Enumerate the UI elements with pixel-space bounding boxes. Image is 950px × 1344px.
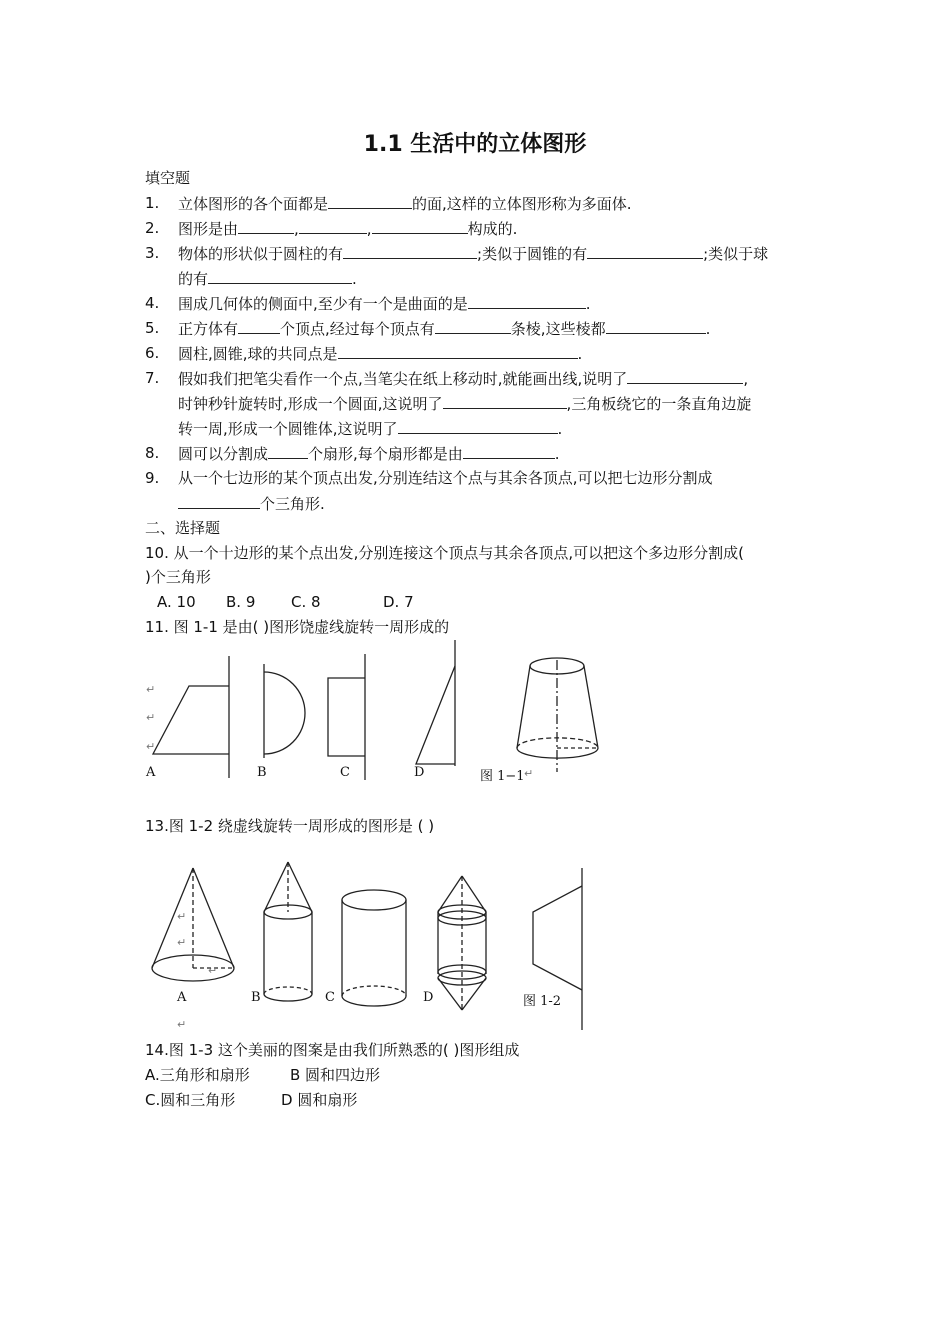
question-text: 正方体有 bbox=[178, 320, 239, 338]
figure-caption: 图 1−1 bbox=[480, 769, 525, 784]
section-fill-blank: 填空题 bbox=[145, 169, 191, 187]
question-3-cont bbox=[178, 268, 357, 289]
question-text: 的有 bbox=[178, 270, 209, 288]
answer-blank[interactable] bbox=[338, 343, 578, 359]
answer-blank[interactable] bbox=[178, 493, 260, 509]
page-title: 1.1 生活中的立体图形 bbox=[363, 132, 587, 157]
shape-a bbox=[153, 686, 229, 754]
figure-label-b: B bbox=[257, 765, 267, 780]
answer-blank[interactable] bbox=[587, 243, 703, 259]
return-mark: ↵ bbox=[177, 936, 187, 949]
return-mark: ↵ bbox=[177, 910, 187, 923]
option-b[interactable]: B. 9 bbox=[226, 593, 256, 611]
answer-blank[interactable] bbox=[238, 218, 294, 234]
option-c[interactable]: C. 8 bbox=[291, 593, 321, 611]
question-text: 时钟秒针旋转时,形成一个圆面,这说明了 bbox=[178, 395, 443, 413]
question-text: , bbox=[743, 370, 749, 388]
question-text: . bbox=[585, 295, 591, 313]
question-14: 14.图 1-3 这个美丽的图案是由我们所熟悉的( )图形组成 bbox=[145, 1041, 520, 1059]
shape-d bbox=[416, 666, 455, 764]
section-choice: 二、选择题 bbox=[145, 519, 221, 537]
answer-blank[interactable] bbox=[627, 368, 743, 384]
figure-label-b: B bbox=[251, 990, 261, 1005]
answer-blank[interactable] bbox=[398, 418, 558, 434]
answer-blank[interactable] bbox=[328, 193, 412, 209]
figure-label-a: A bbox=[177, 990, 187, 1005]
answer-blank[interactable] bbox=[299, 218, 367, 234]
return-mark: ↵ bbox=[146, 683, 156, 696]
answer-blank[interactable] bbox=[463, 443, 555, 459]
figure-label-c: C bbox=[340, 765, 350, 780]
question-13: 13.图 1-2 绕虚线旋转一周形成的图形是 ( ) bbox=[145, 817, 435, 835]
question-text: ,三角板绕它的一条直角边旋 bbox=[566, 395, 752, 413]
question-text: 个顶点,经过每个顶点有 bbox=[280, 320, 435, 338]
question-text: 圆可以分割成 bbox=[178, 445, 269, 463]
figure-label-c: C bbox=[325, 990, 335, 1005]
shape-b bbox=[264, 672, 305, 754]
question-number: 3. bbox=[145, 244, 160, 262]
return-mark: ↵ bbox=[146, 740, 156, 753]
answer-blank[interactable] bbox=[208, 268, 352, 284]
return-mark: ↵ bbox=[524, 767, 534, 780]
answer-blank[interactable] bbox=[435, 318, 511, 334]
answer-blank[interactable] bbox=[343, 243, 477, 259]
question-number: 1. bbox=[145, 194, 160, 212]
question-text: , bbox=[366, 220, 372, 238]
frustum-top bbox=[530, 658, 584, 674]
question-text: 围成几何体的侧面中,至少有一个是曲面的是 bbox=[178, 295, 468, 313]
return-mark: ↵ bbox=[208, 964, 218, 977]
question-text: . bbox=[577, 345, 583, 363]
answer-blank[interactable] bbox=[443, 393, 567, 409]
question-9-cont bbox=[178, 493, 325, 514]
question-text: 圆柱,圆锥,球的共同点是 bbox=[178, 345, 338, 363]
option-b[interactable]: B 圆和四边形 bbox=[290, 1066, 381, 1084]
question-text: 的面,这样的立体图形称为多面体. bbox=[412, 195, 632, 213]
question-number: 5. bbox=[145, 319, 160, 337]
question-text: 构成的. bbox=[467, 220, 518, 238]
question-text: . bbox=[554, 445, 560, 463]
question-text: 条棱,这些棱都 bbox=[510, 320, 606, 338]
figure-label-a: A bbox=[146, 765, 156, 780]
answer-blank[interactable] bbox=[468, 293, 586, 309]
question-7-cont2 bbox=[178, 418, 562, 439]
answer-blank[interactable] bbox=[372, 218, 468, 234]
option-d[interactable]: D. 7 bbox=[383, 593, 414, 611]
question-number: 8. bbox=[145, 444, 160, 462]
question-number: 2. bbox=[145, 219, 160, 237]
shape-c bbox=[328, 678, 365, 756]
question-text: . bbox=[352, 270, 357, 288]
question-text: 从一个七边形的某个顶点出发,分别连结这个点与其余各顶点,可以把七边形分割成 bbox=[178, 469, 713, 487]
question-number: 7. bbox=[145, 369, 160, 387]
question-text: 立体图形的各个面都是 bbox=[178, 195, 329, 213]
question-text: . bbox=[705, 320, 711, 338]
question-text: ;类似于圆锥的有 bbox=[477, 245, 588, 263]
question-number: 4. bbox=[145, 294, 160, 312]
answer-blank[interactable] bbox=[268, 443, 308, 459]
answer-blank[interactable] bbox=[606, 318, 706, 334]
question-text: . bbox=[557, 420, 563, 438]
question-text: 转一周,形成一个圆锥体,这说明了 bbox=[178, 420, 398, 438]
question-text: , bbox=[294, 220, 299, 238]
return-mark: ↵ bbox=[177, 1018, 187, 1031]
question-text: 物体的形状似于圆柱的有 bbox=[178, 245, 344, 263]
figure-label-d: D bbox=[423, 990, 434, 1005]
option-d[interactable]: D 圆和扇形 bbox=[281, 1091, 358, 1109]
question-number: 6. bbox=[145, 344, 160, 362]
option-a[interactable]: A.三角形和扇形 bbox=[145, 1066, 250, 1084]
option-a[interactable]: A. 10 bbox=[157, 593, 196, 611]
figure-caption: 图 1-2 bbox=[523, 994, 562, 1009]
question-text: 个三角形. bbox=[260, 495, 325, 513]
answer-blank[interactable] bbox=[238, 318, 280, 334]
return-mark: ↵ bbox=[146, 711, 156, 724]
question-10-cont: )个三角形 bbox=[145, 568, 211, 586]
question-text: 图形是由 bbox=[178, 220, 239, 238]
question-11: 11. 图 1-1 是由( )图形饶虚线旋转一周形成的 bbox=[145, 618, 450, 636]
question-10: 10. 从一个十边形的某个点出发,分别连接这个顶点与其余各顶点,可以把这个多边形分割成( bbox=[145, 544, 745, 562]
option-c[interactable]: C.圆和三角形 bbox=[145, 1091, 236, 1109]
question-number: 9. bbox=[145, 469, 160, 487]
figure-label-d: D bbox=[414, 765, 425, 780]
question-text: 假如我们把笔尖看作一个点,当笔尖在纸上移动时,就能画出线,说明了 bbox=[178, 370, 628, 388]
question-text: ;类似于球 bbox=[703, 245, 769, 263]
question-7-cont bbox=[178, 393, 751, 414]
question-text: 个扇形,每个扇形都是由 bbox=[308, 445, 463, 463]
